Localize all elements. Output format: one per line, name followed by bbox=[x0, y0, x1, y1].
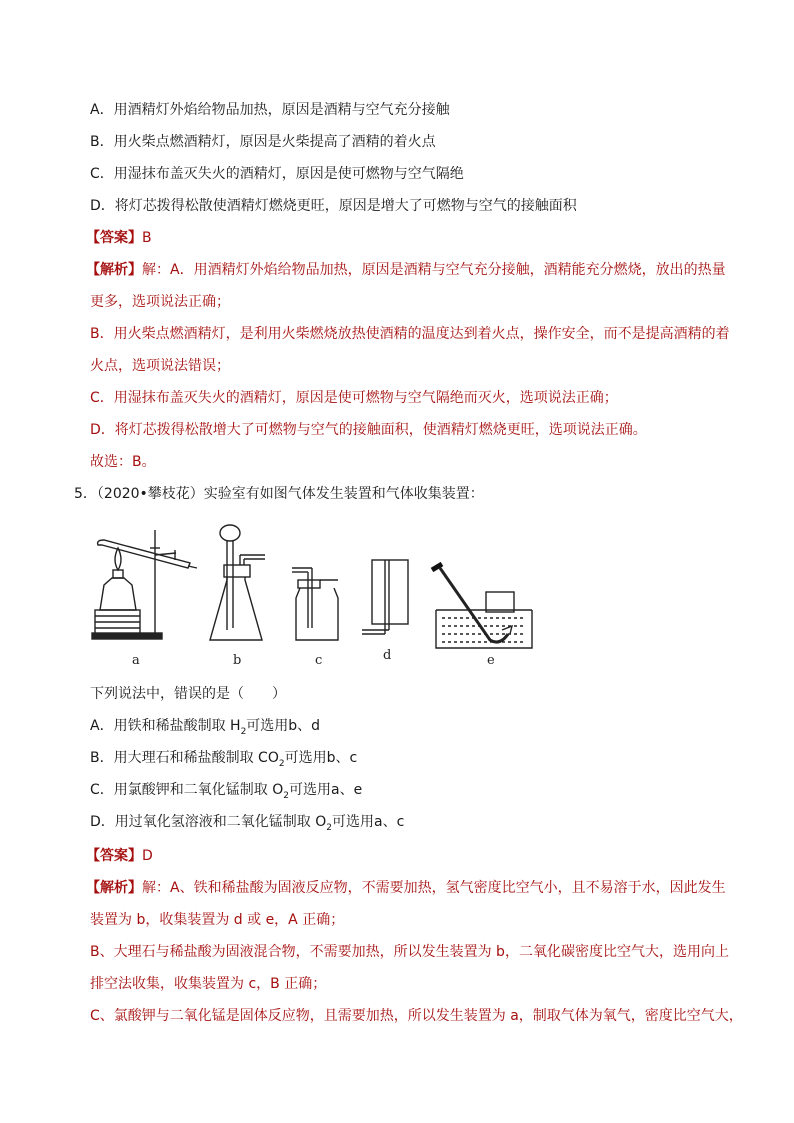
q5-analysis-c1: C、氯酸钾与二氧化锰是固体反应物，且需要加热，所以发生装置为 a，制取气体为氧气，密度比空气大， bbox=[90, 1008, 743, 1024]
analysis-a1: A．用酒精灯外焰给物品加热，原因是酒精与空气充分接触，酒精能充分燃烧，放出的热量 bbox=[170, 262, 726, 278]
figure-label-b: b bbox=[233, 653, 242, 668]
q5-analysis-a1: 解：A、铁和稀盐酸为固液反应物，不需要加热，氢气密度比空气小，且不易溶于水，因此发生 bbox=[142, 880, 726, 896]
q5-option-d-subscript: 2 bbox=[326, 822, 332, 833]
q5-answer-tag: 【答案】 bbox=[86, 848, 142, 864]
q5-option-b-text: B．用大理石和稀盐酸制取 CO bbox=[90, 750, 279, 766]
q4-analysis-b1: B．用火柴点燃酒精灯，是利用火柴燃烧放热使酒精的温度达到着火点，操作安全，而不是提高酒精的着 bbox=[90, 326, 730, 342]
q5-analysis-b1: B、大理石与稀盐酸为固液混合物，不需要加热，所以发生装置为 b，二氧化碳密度比空气大，选用向上 bbox=[90, 944, 729, 960]
q5-stem: 5．（2020•攀枝花）实验室有如图气体发生装置和气体收集装置： bbox=[74, 486, 484, 502]
q5-analysis-a2: 装置为 b，收集装置为 d 或 e，A 正确； bbox=[90, 912, 345, 928]
q5-option-c-text: C．用氯酸钾和二氧化锰制取 O bbox=[90, 782, 284, 798]
q4-option-d: D．将灯芯拨得松散使酒精灯燃烧更旺，原因是增大了可燃物与空气的接触面积 bbox=[90, 198, 577, 214]
q5-option-c-subscript: 2 bbox=[283, 790, 289, 801]
q5-option-b bbox=[90, 748, 734, 774]
answer-tag: 【答案】 bbox=[86, 230, 142, 246]
q4-analysis-d: D．将灯芯拨得松散增大了可燃物与空气的接触面积，使酒精灯燃烧更旺，选项说法正确。 bbox=[90, 422, 647, 438]
q5-option-b-subscript: 2 bbox=[278, 758, 285, 769]
figure-label-e: e bbox=[487, 653, 495, 668]
figure-label-a: a bbox=[132, 653, 140, 668]
q5-answer-value: D bbox=[142, 848, 153, 864]
q5-analysis-tag: 【解析】 bbox=[86, 880, 142, 896]
q5-option-a-text: A．用铁和稀盐酸制取 H bbox=[90, 718, 241, 734]
analysis-lead: 解： bbox=[142, 262, 170, 278]
q4-option-a: A．用酒精灯外焰给物品加热，原因是酒精与空气充分接触 bbox=[90, 102, 450, 118]
q5-analysis-b2: 排空法收集，收集装置为 c，B 正确； bbox=[90, 976, 327, 992]
apparatus-d bbox=[362, 560, 408, 634]
q5-option-b-tail: 可选用b、c bbox=[284, 750, 358, 766]
apparatus-b bbox=[210, 525, 265, 640]
q4-analysis-a2: 更多，选项说法正确； bbox=[90, 294, 230, 310]
q4-analysis-c: C．用湿抹布盖灭失火的酒精灯，原因是使可燃物与空气隔绝而灭火，选项说法正确； bbox=[90, 390, 618, 406]
q4-analysis-b2: 火点，选项说法错误； bbox=[90, 358, 230, 374]
q4-option-c: C．用湿抹布盖灭失火的酒精灯，原因是使可燃物与空气隔绝 bbox=[90, 166, 464, 182]
apparatus-c bbox=[292, 568, 338, 640]
q5-option-a-tail: 可选用b、d bbox=[246, 718, 321, 734]
q5-option-a bbox=[90, 716, 734, 742]
q5-option-d-text: D．用过氧化氢溶液和二氧化锰制取 O bbox=[90, 814, 327, 830]
apparatus-e bbox=[432, 564, 532, 648]
q5-answer bbox=[86, 846, 734, 866]
q5-analysis-line-1 bbox=[86, 878, 734, 898]
figure-label-d: d bbox=[383, 648, 392, 663]
apparatus-a bbox=[92, 530, 197, 639]
q4-analysis-conclusion: 故选：B。 bbox=[90, 454, 156, 470]
figure-label-c: c bbox=[315, 653, 323, 668]
analysis-tag: 【解析】 bbox=[86, 262, 142, 278]
q5-option-d bbox=[90, 812, 734, 838]
answer-value: B bbox=[142, 230, 152, 246]
q5-option-c-tail: 可选用a、e bbox=[288, 782, 363, 798]
q5-option-d-tail: 可选用a、c bbox=[331, 814, 405, 830]
q5-option-a-subscript: 2 bbox=[240, 726, 247, 737]
q4-option-b: B．用火柴点燃酒精灯，原因是火柴提高了酒精的着火点 bbox=[90, 134, 436, 150]
q5-prompt: 下列说法中，错误的是（ ） bbox=[90, 686, 286, 702]
q5-option-c bbox=[90, 780, 734, 806]
